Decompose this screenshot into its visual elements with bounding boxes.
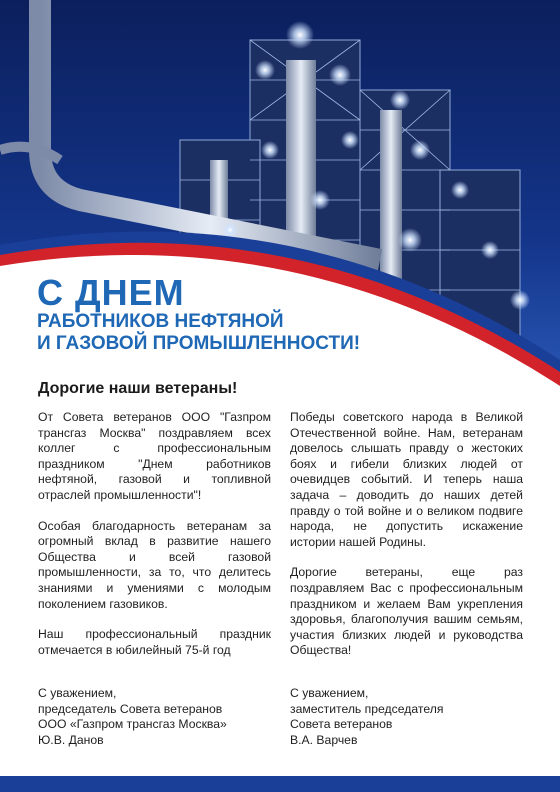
headline-line-1: РАБОТНИКОВ НЕФТЯНОЙ [37,311,284,332]
signature-left [38,686,278,748]
paragraph: Победы советского народа в Великой Отечественной войне. Нам, ветеранам довелось слышать правду о жестоких боях и гибели близких людей от очевидцев событий. И теперь наша задача – доводить до наших детей правду о той войне и о великом подвиге народа, не допустить искажение истории нашей Родины. [290,410,523,549]
signature-name: Ю.В. Данов [38,732,104,747]
paragraph: Особая благодарность ветеранам за огромный вклад в развитие нашего Общества и всей газовой промышленности, за то, что делитесь знаниями и умениями с молодым поколением газовиков. [38,518,271,611]
signature-line: заместитель председателя [290,701,444,716]
signature-line: ООО «Газпром трансгаз Москва» [38,717,227,732]
signature-line: Совета ветеранов [290,717,393,732]
signature-right [290,686,530,748]
paragraph: От Совета ветеранов ООО "Газпром трансгаз Москва" поздравляем всех коллег с профессиональным праздником "Днем работников нефтяной, газовой и топливной отраслей промышленности"! [38,410,271,502]
paragraph: Наш профессиональный праздник отмечается в юбилейный 75-й год [38,627,271,657]
signature-line: С уважением, [38,686,117,700]
headline-line-2: И ГАЗОВОЙ ПРОМЫШЛЕННОСТИ! [37,333,361,354]
headline-main: С ДНЕМ [37,272,185,313]
signature-name: В.А. Варчев [290,732,358,747]
footer-bar [0,776,560,792]
left-column [38,410,271,673]
signature-line: С уважением, [290,686,369,700]
signature-line: председатель Совета ветеранов [38,701,223,716]
paragraph: Дорогие ветераны, еще раз поздравляем Вас с профессиональным праздником и желаем Вам укрепления здоровья, благополучия вашим семьям, участия близких людей и руководства Общества! [290,565,523,658]
greeting: Дорогие наши ветераны! [38,380,238,397]
right-column [290,410,523,674]
